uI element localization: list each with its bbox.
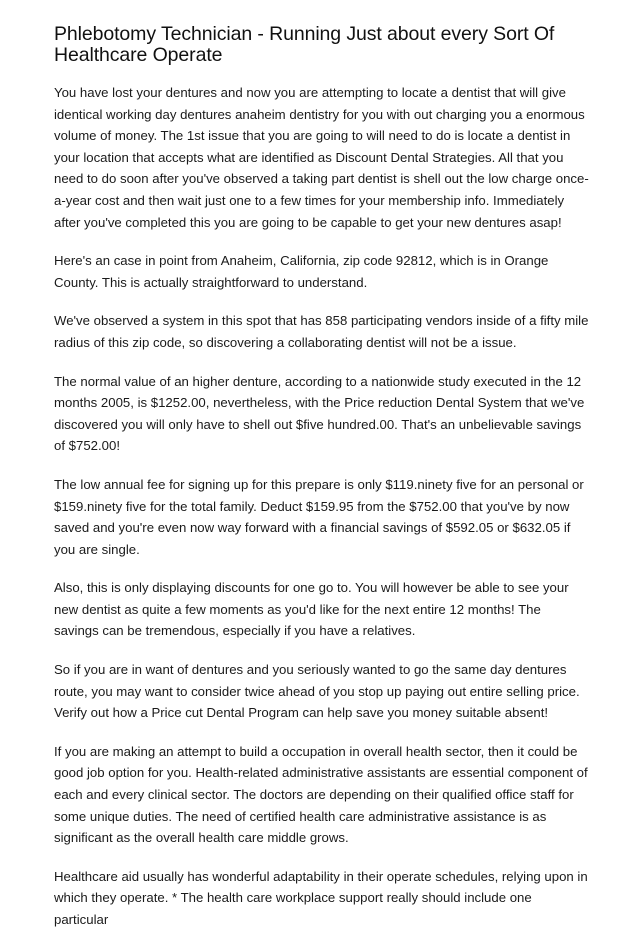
paragraph-8: If you are making an attempt to build a occupation in overall health sector, then it could be good job option for you. Health-related administrative assistants are essential component of each and every clinical sector. The doctors are depending on their qualified office staff for some unique duties. The need of certified health care administrative assistance is as significant as the overall health care middle grows.	[54, 743, 588, 846]
paragraph-6: Also, this is only displaying discounts for one go to. You will however be able to see your new dentist as quite a few moments as you'd like for the next entire 12 months! The savings can be tremendous, especially if you have a relatives.	[54, 580, 569, 639]
document-page	[54, 24, 589, 948]
paragraph-4: The normal value of an higher denture, according to a nationwide study executed in the 12 months 2005, is $1252.00, nevertheless, with the Price reduction Dental System that we've discovered you will only have to shell out $five hundred.00. That's an unbelievable savings of $752.00!	[54, 373, 585, 454]
paragraph-9: Healthcare aid usually has wonderful adaptability in their operate schedules, relying upon in which they operate. * The health care workplace support really should include one particular	[54, 868, 588, 927]
paragraph-2: Here's an case in point from Anaheim, California, zip code 92812, which is in Orange County. This is actually straightforward to understand.	[54, 253, 549, 290]
paragraph-7: So if you are in want of dentures and you seriously wanted to go the same day dentures route, you may want to consider twice ahead of you stop up paying out entire selling price. Verify out how a Price cut Dental Program can help save you money suitable absent!	[54, 662, 580, 721]
paragraph-1: You have lost your dentures and now you are attempting to locate a dentist that will give identical working day dentures anaheim dentistry for you with out charging you a enormous volume of money. The 1st issue that you are going to will need to do is locate a dentist in your location that accepts what are identified as Discount Dental Strategies. All that you need to do soon after you've observed a taking part dentist is shell out the low charge once-a-year cost and then wait just one to a few times for your membership info. Immediately after you've completed this you are going to be capable to get your new dentures asap!	[54, 85, 589, 230]
document-title: Phlebotomy Technician - Running Just about every Sort Of Healthcare Operate	[54, 23, 555, 66]
paragraph-5: The low annual fee for signing up for this prepare is only $119.ninety five for an personal or $159.ninety five for the total family. Deduct $159.95 from the $752.00 that you've by now saved and you're even now way forward with a financial savings of $592.05 or $632.05 if you are single.	[54, 476, 584, 557]
paragraph-3: We've observed a system in this spot that has 858 participating vendors inside of a fifty mile radius of this zip code, so discovering a collaborating dentist will not be a issue.	[54, 313, 589, 350]
